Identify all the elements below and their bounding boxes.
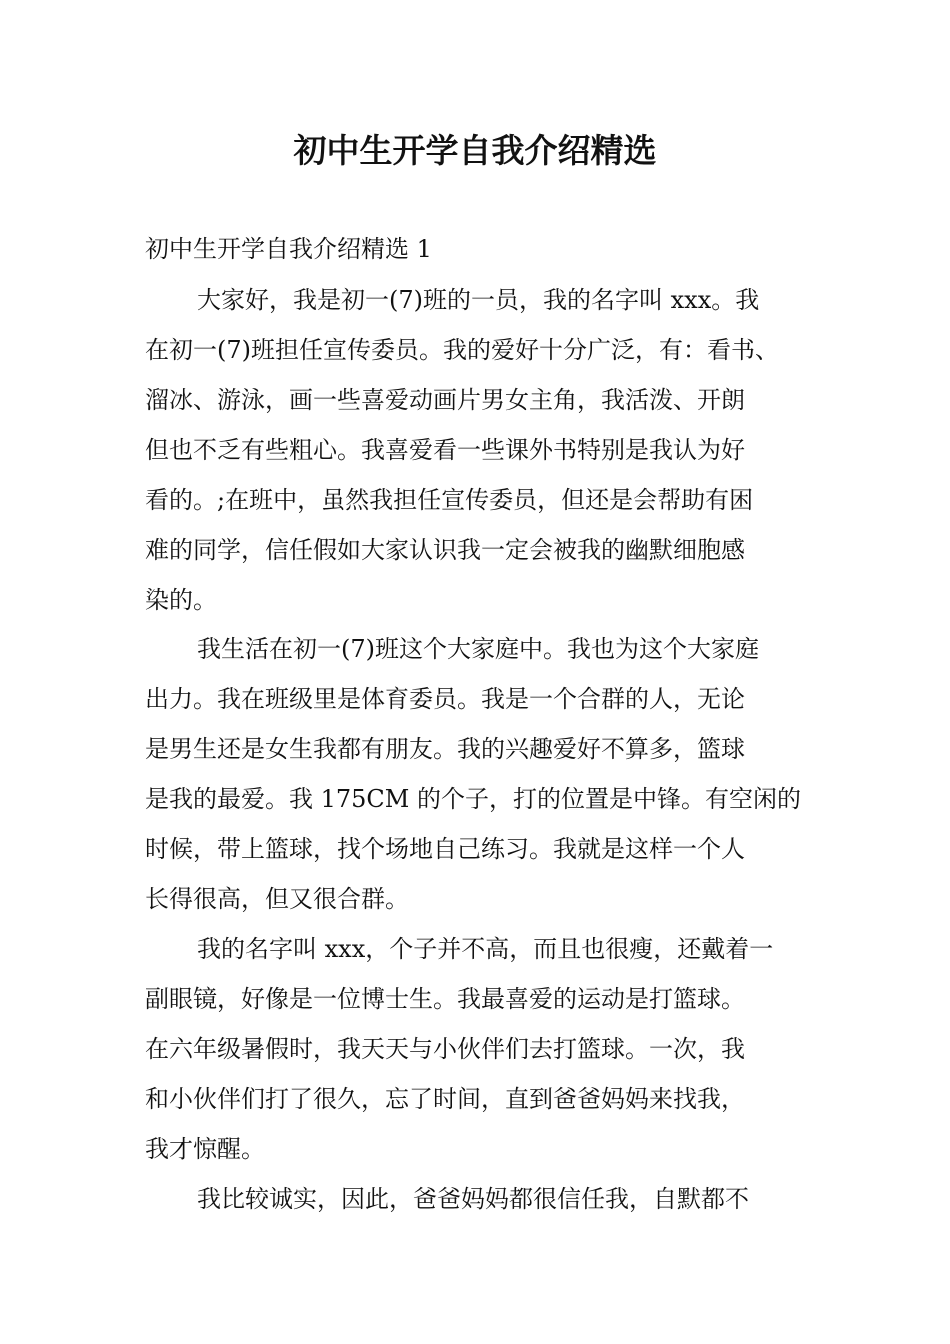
paragraph-1-line-3: 溜冰、游泳，画一些喜爱动画片男女主角，我活泼、开朗 xyxy=(145,386,745,414)
paragraph-1-line-2: 在初一(7)班担任宣传委员。我的爱好十分广泛，有：看书、 xyxy=(145,336,779,364)
section-heading: 初中生开学自我介绍精选 1 xyxy=(145,235,432,263)
paragraph-1-line-4: 但也不乏有些粗心。我喜爱看一些课外书特别是我认为好 xyxy=(145,436,745,464)
paragraph-2-line-3: 是男生还是女生我都有朋友。我的兴趣爱好不算多，篮球 xyxy=(145,735,745,763)
paragraph-2-line-2: 出力。我在班级里是体育委员。我是一个合群的人，无论 xyxy=(145,685,745,713)
paragraph-2-line-6: 长得很高，但又很合群。 xyxy=(145,885,409,913)
paragraph-3-line-2: 副眼镜，好像是一位博士生。我最喜爱的运动是打篮球。 xyxy=(145,985,745,1013)
paragraph-2-line-5: 时候，带上篮球，找个场地自己练习。我就是这样一个人 xyxy=(145,835,745,863)
paragraph-1-line-1: 大家好，我是初一(7)班的一员，我的名字叫 xxx。我 xyxy=(197,286,760,314)
paragraph-2-line-4: 是我的最爱。我 175CM 的个子，打的位置是中锋。有空闲的 xyxy=(145,785,802,813)
paragraph-3-line-1: 我的名字叫 xxx，个子并不高，而且也很瘦，还戴着一 xyxy=(197,935,774,963)
paragraph-3-line-3: 在六年级暑假时，我天天与小伙伴们去打篮球。一次，我 xyxy=(145,1035,745,1063)
paragraph-4-line-1: 我比较诚实，因此，爸爸妈妈都很信任我，自默都不 xyxy=(197,1185,749,1213)
paragraph-1-line-5: 看的。;在班中，虽然我担任宣传委员，但还是会帮助有困 xyxy=(145,486,754,514)
paragraph-1-line-6: 难的同学，信任假如大家认识我一定会被我的幽默细胞感 xyxy=(145,536,745,564)
paragraph-3-line-5: 我才惊醒。 xyxy=(145,1135,265,1163)
paragraph-1-line-7: 染的。 xyxy=(145,586,217,614)
paragraph-2-line-1: 我生活在初一(7)班这个大家庭中。我也为这个大家庭 xyxy=(197,635,759,663)
document-title: 初中生开学自我介绍精选 xyxy=(293,131,657,170)
paragraph-3-line-4: 和小伙伴们打了很久，忘了时间，直到爸爸妈妈来找我， xyxy=(145,1085,745,1113)
